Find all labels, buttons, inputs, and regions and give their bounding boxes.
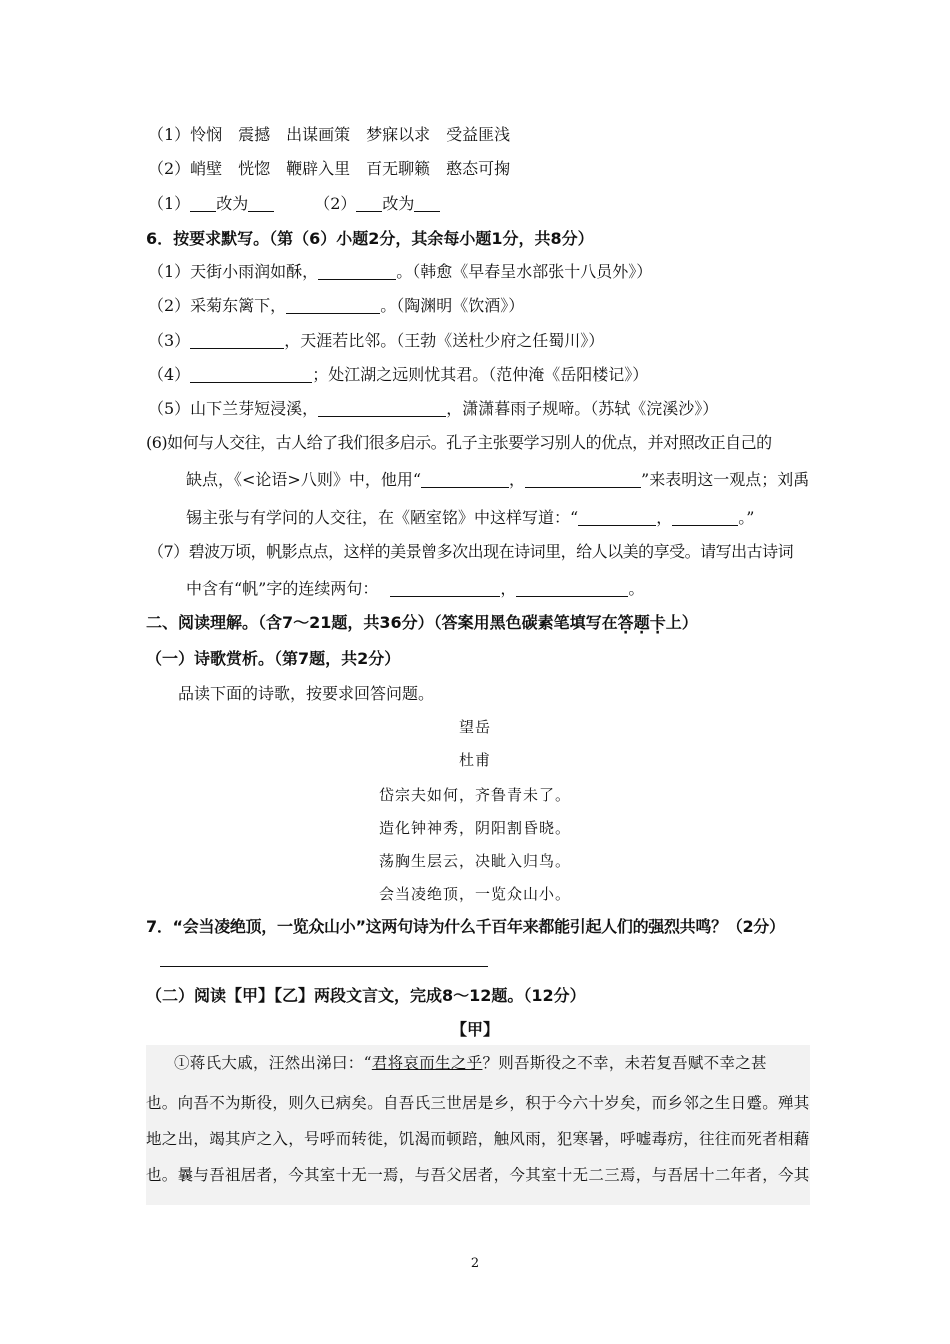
passage-line-1-b: ？则吾斯役之不幸，未若复吾赋不幸之甚 — [482, 1054, 767, 1072]
q6-blank-1[interactable] — [318, 263, 396, 280]
q5-fix-mid-2: 改为 — [382, 194, 415, 213]
q6-item-6-text-a: 缺点，《<论语>八则》中，他用“ — [186, 470, 421, 489]
q6-item-6-text-d: 锡主张与有学问的人交往，在《陋室铭》中这样写道：“ — [186, 508, 579, 527]
q6-item-6-line-2 — [186, 469, 809, 491]
q5-correction-row — [148, 193, 440, 215]
q6-item-2-text-a: （2）采菊东篱下， — [148, 296, 287, 315]
emphasis-char-2: 题 — [633, 613, 650, 632]
q6-item-3-text-b: ，天涯若比邻。（王勃《送杜少府之任蜀川》） — [284, 331, 605, 350]
q5-fix-prefix-1: （1） — [148, 194, 191, 213]
q6-item-7-period: 。 — [628, 579, 645, 598]
q5-row-2: （2）峭壁 恍惚 鞭辟入里 百无聊籁 憨态可掬 — [148, 159, 511, 178]
q5-blank-1b[interactable] — [248, 195, 274, 212]
q6-item-2-text-b: 。（陶渊明《饮酒》） — [380, 296, 525, 315]
q6-item-5-text-a: （5）山下兰芽短浸溪， — [148, 399, 319, 418]
q6-item-6-text-e: 。” — [738, 508, 755, 527]
q6-item-6-line-3 — [186, 507, 754, 529]
q6-item-1 — [148, 261, 652, 283]
q6-item-2 — [148, 295, 524, 317]
q5-fix-prefix-2: （2） — [314, 194, 357, 213]
q6-item-6-text-c: ”来表明这一观点；刘禹 — [641, 470, 810, 489]
passage-line-1-a: ①蒋氏大戚，汪然出涕曰：“ — [174, 1054, 372, 1072]
part-2-heading: （二）阅读【甲】【乙】两段文言文，完成8～12题。（12分） — [146, 986, 586, 1005]
q6-item-1-text-b: 。（韩愈《早春呈水部张十八员外》） — [396, 262, 653, 281]
poem-author: 杜甫 — [458, 751, 491, 769]
q6-item-4 — [148, 364, 648, 386]
poem-title: 望岳 — [458, 718, 491, 736]
q5-blank-2b[interactable] — [414, 195, 440, 212]
passage-label-jia: 【甲】 — [450, 1020, 499, 1039]
poem-line-1: 岱宗夫如何，齐鲁青未了。 — [378, 786, 571, 804]
q6-item-3 — [148, 330, 604, 352]
q6-heading: 6．按要求默写。（第（6）小题2分，其余每小题1分，共8分） — [146, 229, 594, 248]
part-1-heading: （一）诗歌赏析。（第7题，共2分） — [146, 649, 401, 668]
q6-item-5-text-b: ，潇潇暮雨子规啼。（苏轼《浣溪沙》） — [446, 399, 719, 418]
q6-item-7-line-1: （7）碧波万顷，帆影点点，这样的美景曾多次出现在诗词里，给人以美的享受。请写出古诗词 — [148, 542, 794, 561]
passage-underlined-phrase: 君将哀而生之乎 — [371, 1054, 483, 1072]
q6-item-3-text-a: （3） — [148, 331, 191, 350]
q6-item-6-comma-1: ， — [509, 470, 526, 489]
q6-blank-7b[interactable] — [516, 580, 628, 597]
section-2-heading — [146, 612, 698, 634]
section-2-heading-text: 二、阅读理解。（含7～21题，共36分）（答案用黑色碳素笔填写在 — [146, 613, 618, 632]
q6-item-4-text-a: （4） — [148, 365, 191, 384]
q6-item-7-line-2 — [186, 578, 644, 600]
poem-line-3: 荡胸生层云，决眦入归鸟。 — [378, 852, 571, 870]
q6-item-7-comma: ， — [500, 579, 517, 598]
page-number: 2 — [470, 1256, 480, 1271]
q7-question: 7．“会当凌绝顶，一览众山小”这两句诗为什么千百年来都能引起人们的强烈共鸣？（2分） — [146, 917, 785, 936]
q5-blank-1a[interactable] — [190, 195, 216, 212]
poem-line-4: 会当凌绝顶，一览众山小。 — [378, 885, 571, 903]
q7-answer-line[interactable] — [160, 966, 488, 967]
emphasis-char-1: 答 — [617, 613, 634, 632]
q6-item-6-line-1: (6)如何与人交往，古人给了我们很多启示。孔子主张要学习别人的优点，并对照改正自己的 — [146, 433, 772, 452]
passage-line-1 — [146, 1052, 767, 1074]
q6-blank-7a[interactable] — [390, 580, 500, 597]
q6-item-5 — [148, 398, 718, 420]
q6-blank-6b[interactable] — [525, 471, 641, 488]
q6-blank-6c[interactable] — [578, 509, 656, 526]
q6-blank-3[interactable] — [190, 332, 284, 349]
passage-line-3: 地之出，竭其庐之入，号呼而转徙，饥渴而顿踣，触风雨，犯寒暑，呼嘘毒疠，往往而死者相藉 — [146, 1130, 810, 1148]
q6-blank-6d[interactable] — [672, 509, 738, 526]
poem-line-2: 造化钟神秀，阴阳割昏晓。 — [378, 819, 571, 837]
emphasis-char-3: 卡 — [649, 613, 666, 632]
q5-blank-2a[interactable] — [356, 195, 382, 212]
passage-line-4: 也。曩与吾祖居者，今其室十无一焉，与吾父居者，今其室十无二三焉，与吾居十二年者，今其 — [146, 1166, 810, 1184]
q6-blank-6a[interactable] — [421, 471, 509, 488]
q6-item-4-text-b: ；处江湖之远则忧其君。（范仲淹《岳阳楼记》） — [312, 365, 649, 384]
q6-blank-2[interactable] — [286, 297, 380, 314]
section-2-heading-end: 上） — [665, 613, 698, 632]
q5-fix-mid-1: 改为 — [216, 194, 249, 213]
q6-blank-5[interactable] — [318, 400, 446, 417]
q6-blank-4[interactable] — [190, 366, 312, 383]
q6-item-6-comma-2: ， — [656, 508, 673, 527]
q6-item-1-text-a: （1）天街小雨润如酥， — [148, 262, 319, 281]
q6-item-7-text-a: 中含有“帆”字的连续两句： — [186, 579, 379, 598]
passage-line-2: 也。向吾不为斯役，则久已病矣。自吾氏三世居是乡，积于今六十岁矣，而乡邻之生日蹙。殚其 — [146, 1094, 810, 1112]
part-1-intro: 品读下面的诗歌，按要求回答问题。 — [178, 684, 435, 703]
q5-row-1: （1）怜悯 震撼 出谋画策 梦寐以求 受益匪浅 — [148, 125, 511, 144]
